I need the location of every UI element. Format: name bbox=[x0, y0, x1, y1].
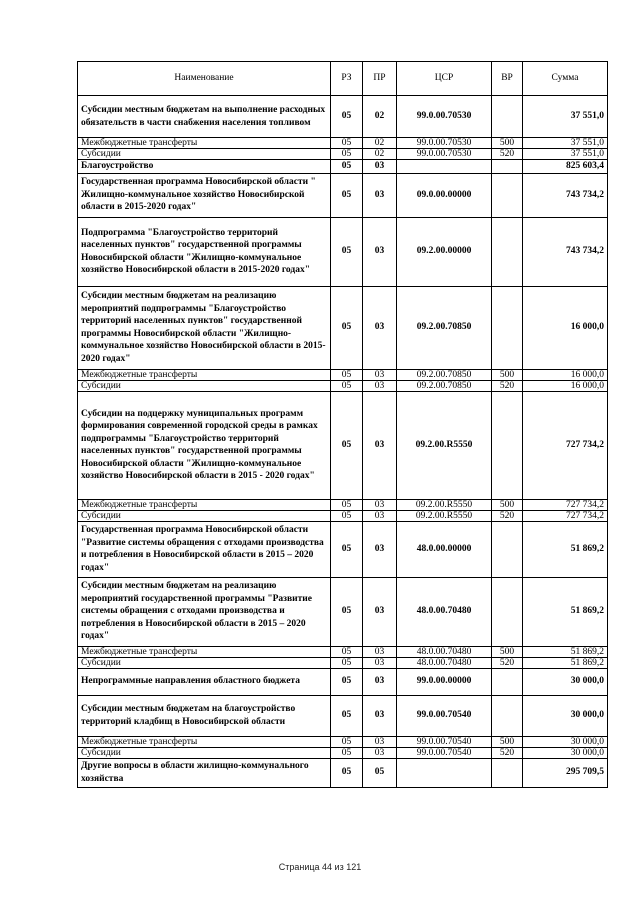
table-row bbox=[78, 149, 608, 160]
table-row bbox=[78, 657, 608, 668]
cell-pr: 02 bbox=[363, 138, 397, 149]
table-row bbox=[78, 286, 608, 369]
cell-rz: 05 bbox=[331, 96, 363, 138]
table-row bbox=[78, 646, 608, 657]
cell-name: Государственная программа Новосибирской области "Развитие системы обращения с отходами производства и потребления в Новосибирской области в 2015 – 2020 годах" bbox=[78, 521, 331, 577]
table-row bbox=[78, 577, 608, 646]
cell-vr bbox=[492, 391, 523, 499]
cell-pr: 03 bbox=[363, 657, 397, 668]
cell-name: Благоустройство bbox=[78, 160, 331, 174]
cell-sum: 743 734,2 bbox=[523, 217, 608, 286]
table-row bbox=[78, 747, 608, 758]
cell-pr: 03 bbox=[363, 391, 397, 499]
cell-vr: 520 bbox=[492, 657, 523, 668]
cell-vr bbox=[492, 695, 523, 736]
table-row bbox=[78, 369, 608, 380]
cell-pr: 03 bbox=[363, 736, 397, 747]
cell-name: Межбюджетные трансферты bbox=[78, 646, 331, 657]
cell-csr: 09.2.00.70850 bbox=[397, 286, 492, 369]
cell-csr: 99.0.00.70530 bbox=[397, 149, 492, 160]
cell-vr bbox=[492, 577, 523, 646]
cell-csr: 99.0.00.70540 bbox=[397, 747, 492, 758]
cell-pr: 03 bbox=[363, 521, 397, 577]
table-row bbox=[78, 521, 608, 577]
cell-sum: 16 000,0 bbox=[523, 380, 608, 391]
cell-pr: 03 bbox=[363, 510, 397, 521]
cell-pr: 05 bbox=[363, 758, 397, 787]
cell-csr: 99.0.00.00000 bbox=[397, 668, 492, 695]
cell-rz: 05 bbox=[331, 369, 363, 380]
cell-csr: 09.2.00.R5550 bbox=[397, 499, 492, 510]
table-body bbox=[78, 96, 608, 788]
cell-vr: 520 bbox=[492, 149, 523, 160]
cell-rz: 05 bbox=[331, 646, 363, 657]
cell-csr: 99.0.00.70530 bbox=[397, 96, 492, 138]
cell-sum: 727 734,2 bbox=[523, 499, 608, 510]
header-vr: ВР bbox=[492, 62, 523, 96]
cell-rz: 05 bbox=[331, 736, 363, 747]
cell-rz: 05 bbox=[331, 173, 363, 217]
budget-table bbox=[77, 61, 608, 788]
table-row bbox=[78, 160, 608, 174]
cell-rz: 05 bbox=[331, 695, 363, 736]
cell-name: Межбюджетные трансферты bbox=[78, 499, 331, 510]
table-row bbox=[78, 380, 608, 391]
cell-rz: 05 bbox=[331, 138, 363, 149]
cell-vr bbox=[492, 758, 523, 787]
table-row bbox=[78, 736, 608, 747]
cell-csr: 99.0.00.70540 bbox=[397, 695, 492, 736]
cell-rz: 05 bbox=[331, 758, 363, 787]
cell-pr: 03 bbox=[363, 173, 397, 217]
cell-rz: 05 bbox=[331, 510, 363, 521]
cell-sum: 51 869,2 bbox=[523, 521, 608, 577]
cell-sum: 743 734,2 bbox=[523, 173, 608, 217]
page-footer: Страница 44 из 121 bbox=[278, 862, 362, 872]
cell-vr bbox=[492, 668, 523, 695]
header-csr: ЦСР bbox=[397, 62, 492, 96]
cell-pr: 03 bbox=[363, 369, 397, 380]
cell-sum: 16 000,0 bbox=[523, 369, 608, 380]
cell-rz: 05 bbox=[331, 747, 363, 758]
cell-sum: 51 869,2 bbox=[523, 577, 608, 646]
cell-csr bbox=[397, 758, 492, 787]
cell-pr: 02 bbox=[363, 96, 397, 138]
cell-name: Субсидии bbox=[78, 657, 331, 668]
cell-name: Межбюджетные трансферты bbox=[78, 736, 331, 747]
cell-pr: 03 bbox=[363, 695, 397, 736]
cell-csr: 99.0.00.70530 bbox=[397, 138, 492, 149]
cell-pr: 03 bbox=[363, 747, 397, 758]
cell-csr: 48.0.00.70480 bbox=[397, 646, 492, 657]
cell-vr bbox=[492, 96, 523, 138]
cell-pr: 03 bbox=[363, 668, 397, 695]
cell-rz: 05 bbox=[331, 657, 363, 668]
cell-sum: 37 551,0 bbox=[523, 149, 608, 160]
cell-rz: 05 bbox=[331, 286, 363, 369]
table-row bbox=[78, 96, 608, 138]
cell-rz: 05 bbox=[331, 160, 363, 174]
table-row bbox=[78, 499, 608, 510]
cell-name: Непрограммные направления областного бюджета bbox=[78, 668, 331, 695]
cell-pr: 03 bbox=[363, 499, 397, 510]
cell-rz: 05 bbox=[331, 668, 363, 695]
cell-rz: 05 bbox=[331, 149, 363, 160]
cell-csr: 99.0.00.70540 bbox=[397, 736, 492, 747]
cell-sum: 30 000,0 bbox=[523, 695, 608, 736]
cell-vr: 500 bbox=[492, 138, 523, 149]
cell-vr bbox=[492, 217, 523, 286]
cell-csr: 48.0.00.00000 bbox=[397, 521, 492, 577]
cell-rz: 05 bbox=[331, 521, 363, 577]
cell-vr bbox=[492, 160, 523, 174]
table-row bbox=[78, 391, 608, 499]
cell-name: Субсидии местным бюджетам на реализацию мероприятий подпрограммы "Благоустройство территорий населенных пунктов" государственной программы Новосибирской области "Жилищно-коммунальное хозяйство Новосибирской области в 2015-2020 годах" bbox=[78, 286, 331, 369]
cell-name: Субсидии bbox=[78, 149, 331, 160]
cell-name: Субсидии местным бюджетам на выполнение расходных обязательств в части снабжения населения топливом bbox=[78, 96, 331, 138]
cell-sum: 727 734,2 bbox=[523, 510, 608, 521]
cell-pr: 03 bbox=[363, 380, 397, 391]
cell-sum: 51 869,2 bbox=[523, 657, 608, 668]
cell-sum: 727 734,2 bbox=[523, 391, 608, 499]
cell-vr: 500 bbox=[492, 499, 523, 510]
cell-sum: 825 603,4 bbox=[523, 160, 608, 174]
cell-csr: 09.2.00.00000 bbox=[397, 217, 492, 286]
table-row bbox=[78, 510, 608, 521]
cell-name: Другие вопросы в области жилищно-коммунального хозяйства bbox=[78, 758, 331, 787]
cell-csr: 09.2.00.70850 bbox=[397, 369, 492, 380]
cell-rz: 05 bbox=[331, 577, 363, 646]
table-row bbox=[78, 668, 608, 695]
cell-name: Межбюджетные трансферты bbox=[78, 369, 331, 380]
cell-pr: 03 bbox=[363, 217, 397, 286]
cell-sum: 30 000,0 bbox=[523, 747, 608, 758]
cell-sum: 37 551,0 bbox=[523, 138, 608, 149]
table-row bbox=[78, 173, 608, 217]
cell-name: Субсидии bbox=[78, 380, 331, 391]
table-row bbox=[78, 695, 608, 736]
cell-rz: 05 bbox=[331, 391, 363, 499]
cell-name: Подпрограмма "Благоустройство территорий населенных пунктов" государственной программы Новосибирской области "Жилищно-коммунальное хозяйство Новосибирской области в 2015-2020 годах" bbox=[78, 217, 331, 286]
header-pr: ПР bbox=[363, 62, 397, 96]
cell-vr: 500 bbox=[492, 646, 523, 657]
cell-pr: 03 bbox=[363, 646, 397, 657]
cell-rz: 05 bbox=[331, 499, 363, 510]
table-row bbox=[78, 758, 608, 787]
header-rz: РЗ bbox=[331, 62, 363, 96]
cell-vr: 500 bbox=[492, 369, 523, 380]
cell-sum: 51 869,2 bbox=[523, 646, 608, 657]
cell-sum: 30 000,0 bbox=[523, 668, 608, 695]
cell-csr: 48.0.00.70480 bbox=[397, 577, 492, 646]
table-header-row bbox=[78, 62, 608, 96]
cell-pr: 02 bbox=[363, 149, 397, 160]
cell-name: Субсидии на подцержку муниципальных программ формирования современной городской среды в рамках подпрограммы "Благоустройство территорий населенных пунктов" государственной программы Новосибирской области "Жилищно-коммунальное хозяйство Новосибирской области в 2015 - 2020 годах" bbox=[78, 391, 331, 499]
cell-vr: 520 bbox=[492, 510, 523, 521]
cell-csr: 09.2.00.70850 bbox=[397, 380, 492, 391]
cell-vr bbox=[492, 521, 523, 577]
cell-vr bbox=[492, 286, 523, 369]
cell-sum: 37 551,0 bbox=[523, 96, 608, 138]
cell-csr: 09.2.00.R5550 bbox=[397, 391, 492, 499]
cell-vr: 520 bbox=[492, 380, 523, 391]
cell-csr: 09.0.00.00000 bbox=[397, 173, 492, 217]
cell-name: Субсидии местным бюджетам на благоустройство территорий кладбищ в Новосибирской области bbox=[78, 695, 331, 736]
cell-sum: 295 709,5 bbox=[523, 758, 608, 787]
cell-vr: 520 bbox=[492, 747, 523, 758]
header-sum: Сумма bbox=[523, 62, 608, 96]
table-row bbox=[78, 217, 608, 286]
cell-vr bbox=[492, 173, 523, 217]
cell-rz: 05 bbox=[331, 217, 363, 286]
cell-name: Государственная программа Новосибирской области " Жилищно-коммунальное хозяйство Новосибирской области в 2015-2020 годах" bbox=[78, 173, 331, 217]
cell-pr: 03 bbox=[363, 160, 397, 174]
cell-vr: 500 bbox=[492, 736, 523, 747]
cell-csr: 48.0.00.70480 bbox=[397, 657, 492, 668]
cell-csr bbox=[397, 160, 492, 174]
cell-sum: 30 000,0 bbox=[523, 736, 608, 747]
cell-name: Субсидии bbox=[78, 510, 331, 521]
cell-sum: 16 000,0 bbox=[523, 286, 608, 369]
header-name: Наименование bbox=[78, 62, 331, 96]
table-row bbox=[78, 138, 608, 149]
cell-pr: 03 bbox=[363, 577, 397, 646]
cell-csr: 09.2.00.R5550 bbox=[397, 510, 492, 521]
cell-rz: 05 bbox=[331, 380, 363, 391]
cell-name: Межбюджетные трансферты bbox=[78, 138, 331, 149]
cell-pr: 03 bbox=[363, 286, 397, 369]
cell-name: Субсидии местным бюджетам на реализацию мероприятий государственной программы "Развитие системы обращения с отходами производства и потребления в Новосибирской области в 2015 – 2020 годах" bbox=[78, 577, 331, 646]
cell-name: Субсидии bbox=[78, 747, 331, 758]
